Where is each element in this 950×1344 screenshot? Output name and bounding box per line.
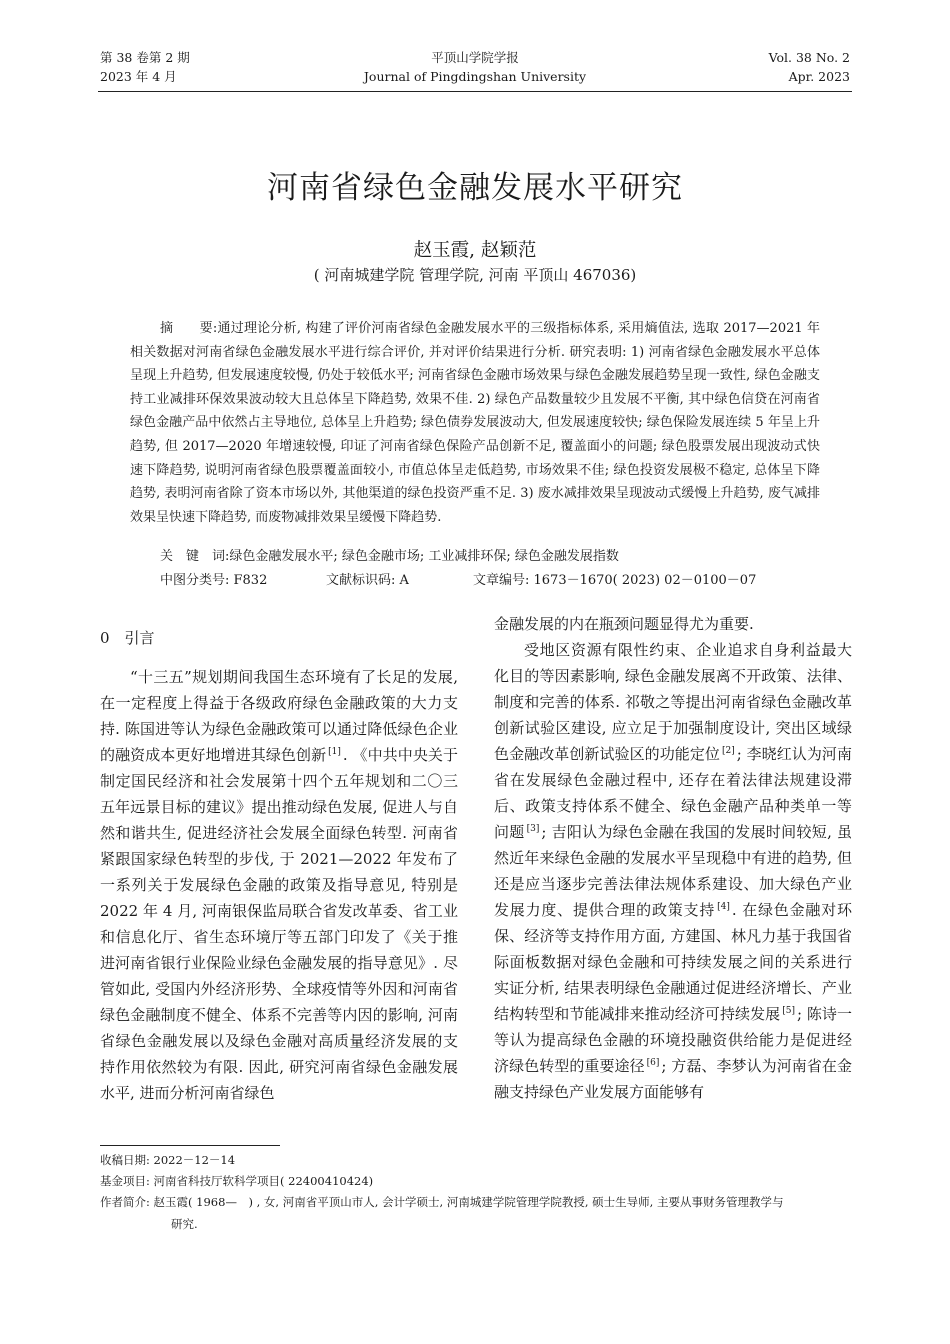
citation-ref[interactable]: [4]: [717, 902, 730, 912]
article-number: 文章编号: 1673－1670( 2023) 02－0100－07: [473, 573, 757, 588]
body-text: ; 李晓红认为河南省在发展绿色金融过程中, 还存在着法律法规建设滞后、政策支持体系不健全、绿色金融产品种类单一等问题: [494, 745, 852, 841]
citation-ref[interactable]: [2]: [721, 746, 735, 756]
body-text: 受地区资源有限性约束、企业追求自身利益最大化目的等因素影响, 绿色金融发展离不开政策、法律、制度和完善的体系. 祁敬之等提出河南省绿色金融改革创新试验区建设, 应立足于加强制度设计, 突出区域绿色金融改革创新试验区的功能定位: [494, 641, 852, 763]
issue-date: 2023 年 4 月: [100, 69, 177, 84]
footnote-rule: [100, 1145, 280, 1146]
classification-line: [160, 569, 756, 588]
keywords: [160, 545, 619, 564]
affiliation: ( 河南城建学院 管理学院, 河南 平顶山 467036): [313, 266, 637, 284]
body-paragraph: [494, 637, 852, 1105]
issue-date-en: Apr. 2023: [788, 69, 850, 84]
citation-ref[interactable]: [6]: [646, 1058, 660, 1068]
abstract-text: 通过理论分析, 构建了评价河南省绿色金融发展水平的三级指标体系, 采用熵值法, 选取 2017—2021 年相关数据对河南省绿色金融发展水平进行综合评价, 并对评价结果进行分析. 研究表明: 1) 河南省绿色金融发展水平总体呈现上升趋势, 但发展速度较慢, 仍处于较低水平; 河南省绿色金融市场效果与绿色金融发展趋势呈现一致性, 绿色金融支持工业减排环保效果波动较大且总体呈下降趋势, 效果不佳. 2) 绿色产品数量较少且发展不平衡, 其中绿色信贷在河南省绿色金融产品中依然占主导地位, 总体呈上升趋势; 绿色债券发展波动大, 但发展速度较快; 绿色保险发展连续 5 年呈上升趋势, 但 2017—2020 年增速较慢, 印证了河南省绿色保险产品创新不足, 覆盖面小的问题; 绿色股票发展出现波动式快速下降趋势, 说明河南省绿色股票覆盖面较小, 市值总体呈走低趋势, 市场效果不佳; 绿色投资发展极不稳定, 总体呈下降趋势, 表明河南省除了资本市场以外, 其他渠道的绿色投资严重不足. 3) 废水减排效果呈现波动式缓慢上升趋势, 废气减排效果呈快速下降趋势, 而废物减排效果呈缓慢下降趋势.: [130, 321, 820, 525]
clc-number: 中图分类号: F832: [160, 573, 268, 588]
received-date: 收稿日期: 2022－12－14: [100, 1153, 236, 1167]
body-text: ; 陈诗一等认为提高绿色金融的环境投融资供给能力是促进经济绿色转型的重要途径: [494, 1005, 852, 1075]
body-text: “十三五”规划期间我国生态环境有了长足的发展, 在一定程度上得益于各级政府绿色金融政策的大力支持. 陈国进等认为绿色金融政策可以通过降低绿色企业的融资成本更好地增进其绿色创新: [100, 668, 458, 764]
keywords-text: 绿色金融发展水平; 绿色金融市场; 工业减排环保; 绿色金融发展指数: [229, 549, 619, 564]
abstract: [130, 317, 820, 529]
body-text: . 《中共中央关于制定国民经济和社会发展第十四个五年规划和二〇三五年远景目标的建议》提出推动绿色发展, 促进人与自然和谐共生, 促进经济社会发展全面绿色转型. 河南省紧跟国家绿色转型的步伐, 于 2021—2022 年发布了一系列关于发展绿色金融的政策及指导意见, 特别是 2022 年 4 月, 河南银保监局联合省发改革委、省工业和信息化厅、省生态环境厅等五部门印发了《关于推进河南省银行业保险业绿色金融发展的指导意见》. 尽管如此, 受国内外经济形势、全球疫情等外因和河南省绿色金融制度不健全、体系不完善等内因的影响, 河南省绿色金融发展以及绿色金融对高质量经济发展的支持作用依然较为有限. 因此, 研究河南省绿色金融发展水平, 进而分析河南省绿色: [100, 746, 458, 1102]
body-text: ; 吉阳认为绿色金融在我国的发展时间较短, 虽然近年来绿色金融的发展水平呈现稳中有进的趋势, 但还是应当逐步完善法律法规体系建设、加大绿色产业发展力度、提供合理的政策支持: [494, 823, 852, 919]
journal-issue-info-en: [769, 48, 850, 86]
journal-name-en: Journal of Pingdingshan University: [363, 69, 587, 84]
body-paragraph: 金融发展的内在瓶颈问题显得尤为重要.: [494, 615, 754, 633]
left-column: [100, 664, 458, 1106]
fund-project: 基金项目: 河南省科技厅软科学项目( 22400410424): [100, 1174, 374, 1188]
authors: 赵玉霞, 赵颖范: [413, 240, 537, 261]
author-bio-continued: 研究.: [171, 1217, 198, 1231]
citation-ref[interactable]: [3]: [526, 824, 540, 834]
volume-issue: 第 38 卷第 2 期: [100, 50, 190, 65]
abstract-label: 摘 要:: [160, 321, 218, 336]
paper-title: 河南省绿色金融发展水平研究: [267, 170, 683, 206]
body-text: ; 方磊、李梦认为河南省在金融支持绿色产业发展方面能够有: [494, 1057, 852, 1101]
citation-ref[interactable]: [5]: [782, 1006, 795, 1016]
body-text: . 在绿色金融对环保、经济等支持作用方面, 方建国、林凡力基于我国省际面板数据对绿色金融和可持续发展之间的关系进行实证分析, 结果表明绿色金融通过促进经济增长、产业结构转型和节能减排来推动经济可持续发展: [494, 901, 852, 1023]
journal-name-cn: 平顶山学院学报: [431, 50, 519, 65]
right-column: [494, 611, 852, 1105]
header-rule: [98, 91, 852, 92]
author-bio: 作者简介: 赵玉霞( 1968— ) , 女, 河南省平顶山市人, 会计学硕士, 河南城建学院管理学院教授, 硕士生导师, 主要从事财务管理教学与: [100, 1195, 784, 1209]
volume-issue-en: Vol. 38 No. 2: [768, 50, 850, 65]
citation-ref[interactable]: [1]: [328, 747, 341, 757]
keywords-label: 关 键 词:: [160, 549, 230, 564]
section-heading: 0 引言: [100, 629, 155, 647]
document-code: 文献标识码: A: [326, 573, 409, 588]
